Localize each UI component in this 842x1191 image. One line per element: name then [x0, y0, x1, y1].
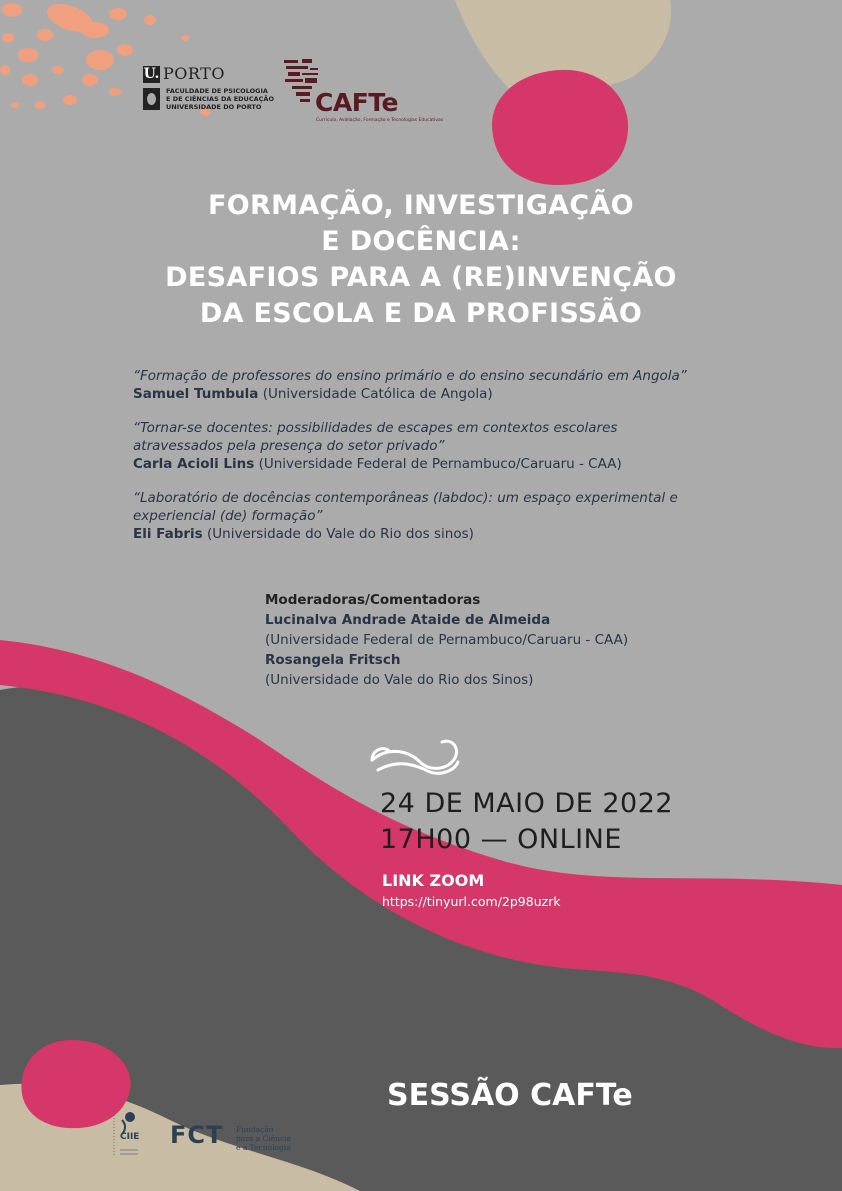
title-line: E DOCÊNCIA:	[321, 226, 521, 257]
talks-list	[133, 367, 733, 559]
talk-title: experiencial (de) formação”	[133, 508, 323, 524]
uporto-logo-name: PORTO	[163, 64, 225, 83]
talk-title: “Laboratório de docências contemporâneas (labdoc): um espaço experimental e	[133, 490, 678, 506]
title-line: FORMAÇÃO, INVESTIGAÇÃO	[208, 190, 634, 221]
talk-title: atravessados pela presença do setor privado”	[133, 438, 445, 454]
moderators-heading: Moderadoras/Comentadoras	[265, 592, 481, 608]
ciie-logo-name: CIIE	[120, 1132, 140, 1142]
title-line: DA ESCOLA E DA PROFISSÃO	[199, 298, 643, 329]
uporto-logo-mark: U.	[143, 66, 160, 82]
magenta-blob-top	[492, 70, 628, 185]
talk-item	[133, 489, 733, 543]
speaker-affiliation: (Universidade Católica de Angola)	[262, 386, 493, 402]
moderators-section	[265, 590, 785, 690]
speaker-affiliation: (Universidade Federal de Pernambuco/Caruaru - CAA)	[258, 456, 622, 472]
cafte-logo-name: CAFTe	[315, 88, 398, 117]
moderator-name: Rosangela Fritsch	[265, 652, 401, 668]
moderator-name: Lucinalva Andrade Ataide de Almeida	[265, 612, 551, 628]
fct-logo-subtitle: Fundação para a Ciência e a Tecnologia	[236, 1125, 292, 1152]
talk-item	[133, 367, 733, 403]
cafte-logo-subtitle: Currículo, Avaliação, Formação e Tecnologias Educativas	[316, 118, 444, 123]
zoom-link-heading: LINK ZOOM	[382, 871, 485, 890]
moderator-affiliation: (Universidade Federal de Pernambuco/Caruaru - CAA)	[265, 632, 629, 648]
event-time: 17H00 — ONLINE	[380, 824, 622, 855]
speaker-name: Carla Acioli Lins	[133, 456, 255, 472]
uporto-logo-o-icon	[143, 88, 160, 110]
speaker-affiliation: (Universidade do Vale do Rio dos sinos)	[207, 526, 474, 542]
talk-item	[133, 419, 733, 473]
fct-logo-name: FCT	[170, 1121, 224, 1149]
moderator-affiliation: (Universidade do Vale do Rio dos Sinos)	[265, 672, 534, 688]
talk-title: “Tornar-se docentes: possibilidades de escapes em contextos escolares	[133, 420, 618, 436]
session-label: SESSÃO CAFTe	[387, 1078, 633, 1113]
uporto-logo-subtitle: FACULDADE DE PSICOLOGIA E DE CIÊNCIAS DA EDUCAÇÃO UNIVERSIDADE DO PORTO	[166, 87, 274, 111]
speaker-name: Eli Fabris	[133, 526, 203, 542]
zoom-link[interactable]: https://tinyurl.com/2p98uzrk	[382, 894, 561, 909]
event-date: 24 DE MAIO DE 2022	[380, 788, 674, 819]
title-line: DESAFIOS PARA A (RE)INVENÇÃO	[165, 262, 677, 293]
event-title	[0, 188, 842, 332]
speaker-name: Samuel Tumbula	[133, 386, 259, 402]
talk-title: “Formação de professores do ensino primário e do ensino secundário em Angola”	[133, 368, 687, 384]
event-datetime	[380, 786, 673, 858]
